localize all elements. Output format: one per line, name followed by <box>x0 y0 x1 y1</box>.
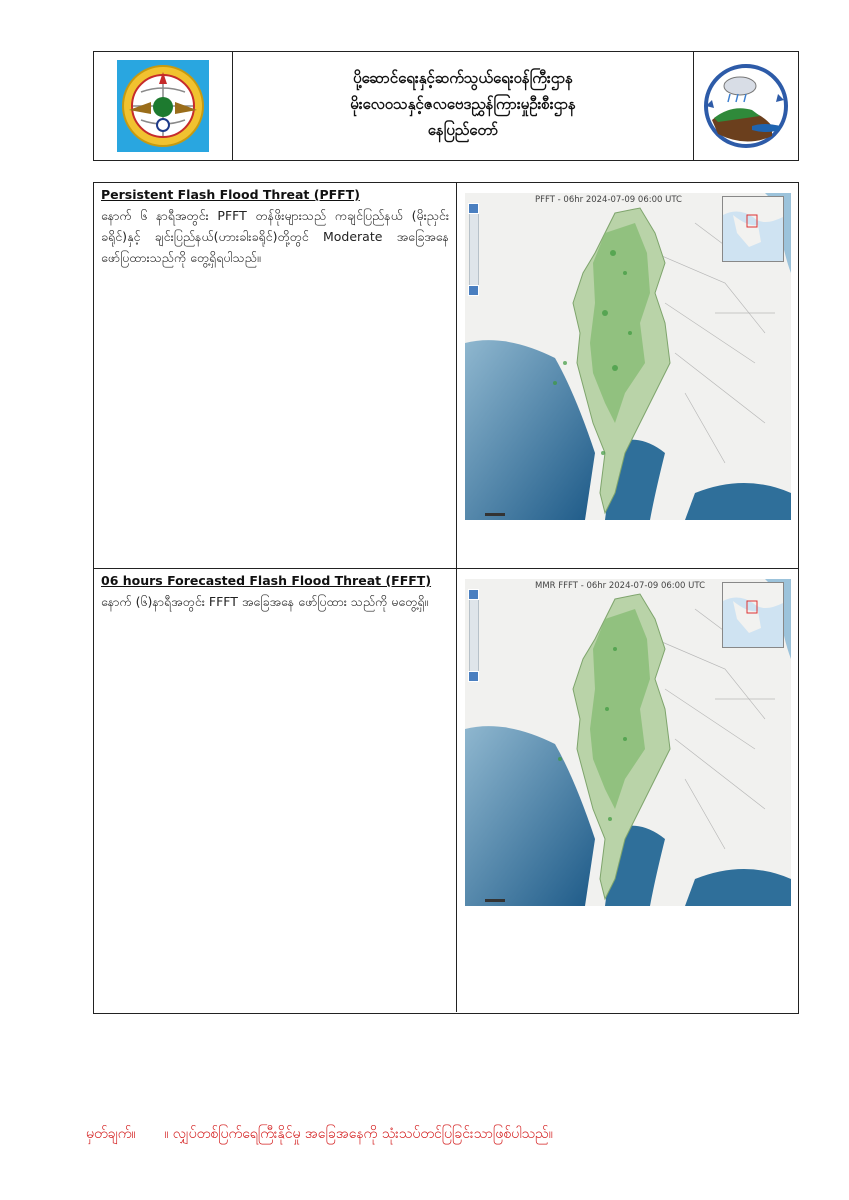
ffft-map-image <box>465 579 791 906</box>
pfft-zoom-slider[interactable] <box>469 206 479 292</box>
city-name: နေပြည်တော် <box>427 121 499 139</box>
hydrology-logo <box>693 52 798 160</box>
ministry-name: ပို့ဆောင်ရေးနှင့်ဆက်သွယ်ရေးဝန်ကြီးဌာန <box>353 69 573 87</box>
ffft-zoom-slider[interactable] <box>469 592 479 678</box>
ffft-map-title: MMR FFFT - 06hr 2024-07-09 06:00 UTC <box>535 581 706 591</box>
pfft-overview-inset[interactable] <box>722 196 784 262</box>
pfft-zoom-out-button[interactable] <box>468 285 479 296</box>
pfft-map-title: PFFT - 06hr 2024-07-09 06:00 UTC <box>535 195 682 205</box>
ffft-title: 06 hours Forecasted Flash Flood Threat (FFFT) <box>101 573 432 588</box>
pfft-title: Persistent Flash Flood Threat (PFFT) <box>101 187 360 202</box>
ministry-logo <box>94 52 233 160</box>
flood-threat-table <box>93 182 799 1014</box>
ffft-zoom-in-button[interactable] <box>468 589 479 600</box>
header-titles <box>233 52 693 160</box>
pfft-description: နောက် ၆ နာရီအတွင်း PFFT တန်ဖိုးများသည် ကချင်ပြည်နယ် (မိုးညှင်းခရိုင်)နှင့် ချင်းပြည်နယ်(ဟားခါးခရိုင်)တို့တွင် Moderate အခြေအနေ ဖော်ပြထားသည်ကို တွေ့ရှိရပါသည်။ <box>101 208 449 265</box>
pfft-map-image <box>465 193 791 520</box>
ffft-text-cell <box>94 569 457 1012</box>
department-name: မိုးလေဝသနှင့်ဇလဗေဒညွှန်ကြားမှုဦးစီးဌာန <box>350 95 576 113</box>
document-header <box>93 51 799 161</box>
ministry-emblem-icon <box>115 58 211 154</box>
pfft-row <box>94 183 798 569</box>
footer-label: မှတ်ချက်။ <box>86 1126 136 1142</box>
ffft-description: နောက် (၆)နာရီအတွင်း FFFT အခြေအနေ ဖော်ပြထား သည်ကို မတွေ့ရှိ။ <box>101 594 429 609</box>
pfft-zoom-in-button[interactable] <box>468 203 479 214</box>
pfft-text-cell <box>94 183 457 568</box>
ffft-zoom-out-button[interactable] <box>468 671 479 682</box>
footer-note <box>86 1124 577 1145</box>
pfft-map-cell <box>457 183 798 568</box>
hydrology-cycle-icon <box>700 60 792 152</box>
ffft-map-cell <box>457 569 798 1012</box>
ffft-row <box>94 569 798 1012</box>
footer-text: ။ လျှပ်တစ်ပြက်ရေကြီးနိုင်မှု အခြေအနေကို သုံးသပ်တင်ပြခြင်းသာဖြစ်ပါသည်။ <box>164 1126 553 1142</box>
ffft-overview-inset[interactable] <box>722 582 784 648</box>
